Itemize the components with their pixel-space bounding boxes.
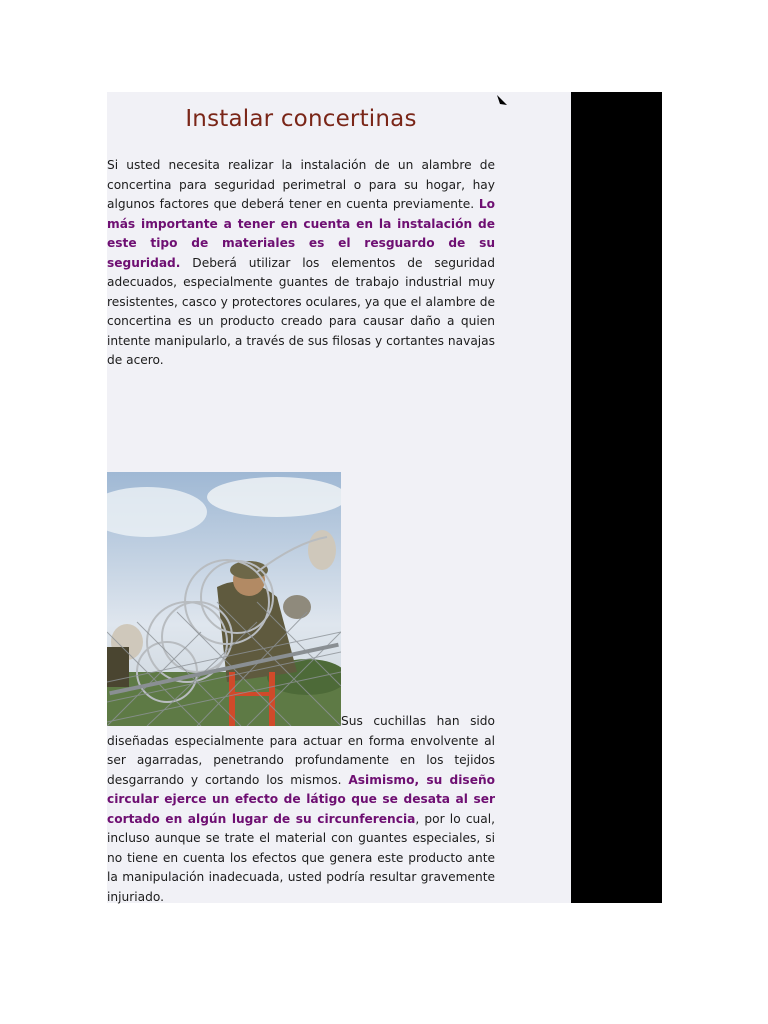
article-title: Instalar concertinas [185, 106, 417, 132]
second-text-a: Sus cuchillas han sido diseñadas especialmente para actuar en forma envolvente al ser agarradas, penetrando profundamente en los tejidos desgarrando y cortando los mismos. [107, 714, 495, 787]
second-text-b: , por lo cual, incluso aunque se trate el material con guantes especiales, si no tiene en cuenta los efectos que genera este producto ante la manipulación inadecuada, usted podría resultar gravemente injuriado. [107, 811, 495, 904]
corner-arrow-icon [496, 94, 508, 106]
intro-text-b: Deberá utilizar los elementos de seguridad adecuados, especialmente guantes de trabajo industrial muy resistentes, casco y protectores oculares, ya que el alambre de concertina es un producto creado para causar daño a quien intente manipularlo, a través de sus filosas y cortantes navajas de acero. [107, 255, 495, 367]
photo-illustration [107, 472, 341, 726]
intro-text-a: Si usted necesita realizar la instalación de un alambre de concertina para seguridad perimetral o para su hogar, hay algunos factores que deberá tener en cuenta previamente. [107, 158, 495, 211]
razor-wire-photo [107, 472, 341, 726]
document-page [107, 92, 571, 903]
intro-paragraph [107, 156, 495, 371]
intro-highlight: Lo más importante a tener en cuenta en la instalación de este tipo de materiales es el resguardo de su seguridad. [107, 197, 495, 270]
second-paragraph [107, 712, 495, 907]
side-black-bar [571, 92, 662, 903]
second-highlight: Asimismo, su diseño circular ejerce un efecto de látigo que se desata al ser cortado en algún lugar de su circunferencia [107, 772, 496, 826]
